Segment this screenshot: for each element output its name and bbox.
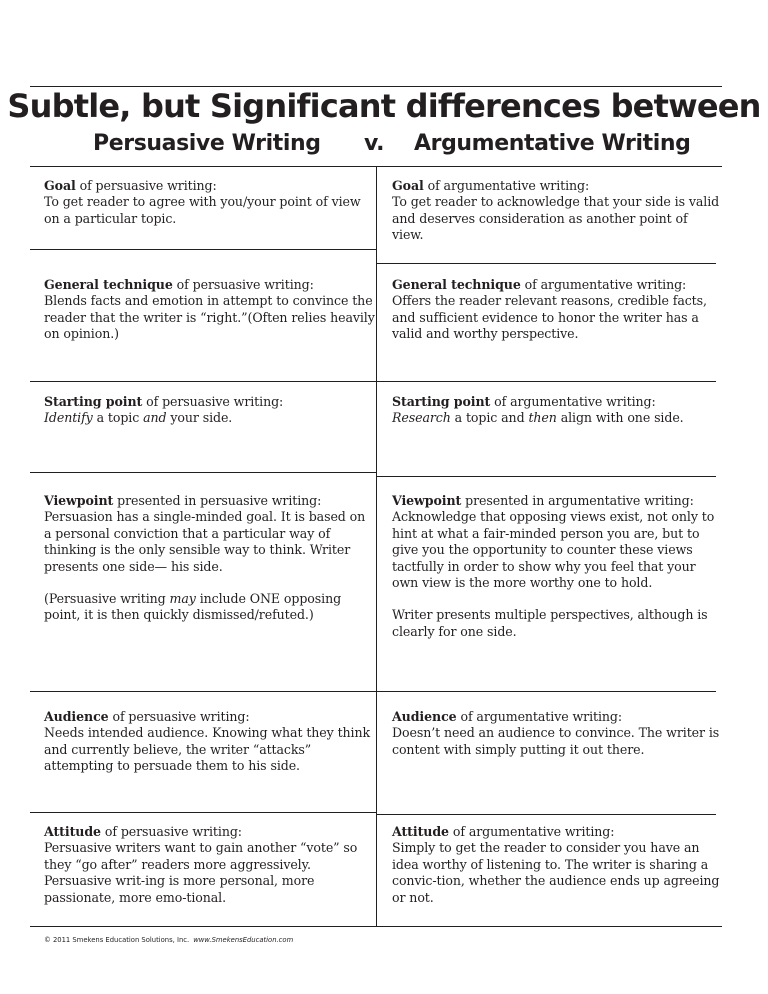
viewpoint-argumentative-note: Writer presents multiple perspectives, although is clearly for one side. bbox=[392, 607, 708, 639]
viewpoint-argumentative-text: Acknowledge that opposing views exist, not only to hint at what a fair-minded person you are, but to give you the opportunity to counter these views tactfully in order to show why you feel that your own view is the more worthy one to hold. bbox=[392, 509, 715, 591]
attitude-term: Attitude bbox=[392, 824, 449, 839]
viewpoint-term: Viewpoint bbox=[44, 493, 114, 508]
attitude-persuasive-cell: Attitude of persuasive writing: Persuasive writers want to gain another “vote” so they “go after” readers more aggressively. Persuasive writ-ing is more personal, more passionate, more emo-tional. bbox=[44, 824, 376, 906]
row-divider-left-1 bbox=[30, 249, 376, 250]
starting-point-argumentative-text: Research a topic and then align with one side. bbox=[392, 410, 684, 426]
goal-term: Goal bbox=[44, 178, 76, 193]
column-divider bbox=[376, 166, 377, 926]
website-text: www.SmekensEducation.com bbox=[193, 936, 294, 944]
technique-persuasive-text: Blends facts and emotion in attempt to convince the reader that the writer is “right.”(Often relies heavily on opinion.) bbox=[44, 293, 375, 342]
viewpoint-persuasive-cell: Viewpoint presented in persuasive writing: Persuasion has a single-minded goal. It is based on a personal conviction that a particular way of thinking is the only sensible way to think. Writer presents one side— his side. (Persuasive writing may include ONE opposing point, it is then quickly dismissed/refuted.) bbox=[44, 493, 376, 624]
attitude-persuasive-text: Persuasive writers want to gain another “vote” so they “go after” readers more aggressively. Persuasive writ-ing is more personal, more passionate, more emo-tional. bbox=[44, 840, 358, 905]
copyright-text: © 2011 Smekens Education Solutions, Inc. bbox=[44, 936, 190, 944]
goal-term: Goal bbox=[392, 178, 424, 193]
row-divider-right-1 bbox=[376, 263, 716, 264]
technique-persuasive-cell: General technique of persuasive writing: Blends facts and emotion in attempt to convince the reader that the writer is “right.”(Often relies heavily on opinion.) bbox=[44, 277, 375, 342]
audience-term: Audience bbox=[392, 709, 457, 724]
row-divider-right-5 bbox=[376, 814, 716, 815]
goal-persuasive-text: To get reader to agree with you/your point of view on a particular topic. bbox=[44, 194, 361, 226]
starting-point-term: Starting point bbox=[44, 394, 143, 409]
attitude-argumentative-text: Simply to get the reader to consider you have an idea worthy of listening to. The writer is sharing a convic-tion, whether the audience ends up agreeing or not. bbox=[392, 840, 720, 905]
audience-persuasive-cell: Audience of persuasive writing: Needs intended audience. Knowing what they think and currently believe, the writer “attacks” attempting to persuade them to his side. bbox=[44, 709, 376, 775]
row-divider-left-2 bbox=[30, 381, 376, 382]
technique-term: General technique bbox=[44, 277, 173, 292]
audience-persuasive-text: Needs intended audience. Knowing what they think and currently believe, the writer “attacks” attempting to persuade them to his side. bbox=[44, 725, 371, 774]
goal-persuasive-cell: Goal of persuasive writing: To get reader to agree with you/your point of view on a particular topic. bbox=[44, 178, 376, 227]
technique-argumentative-text: Offers the reader relevant reasons, credible facts, and sufficient evidence to honor the writer has a valid and worthy perspective. bbox=[392, 293, 707, 342]
copyright-footer bbox=[44, 936, 293, 944]
goal-argumentative-cell: Goal of argumentative writing: To get reader to acknowledge that your side is valid and deserves consideration as another point of view. bbox=[392, 178, 722, 244]
starting-point-persuasive-cell: Starting point of persuasive writing: Identify a topic and your side. bbox=[44, 394, 376, 427]
page-title: Subtle, but Significant differences between bbox=[7, 87, 761, 125]
persuasive-heading: Persuasive Writing bbox=[93, 131, 321, 156]
audience-term: Audience bbox=[44, 709, 109, 724]
row-divider-left-3 bbox=[30, 472, 376, 473]
starting-point-argumentative-cell: Starting point of argumentative writing: Research a topic and then align with one side. bbox=[392, 394, 722, 427]
technique-term: General technique bbox=[392, 277, 521, 292]
viewpoint-persuasive-text: Persuasion has a single-minded goal. It is based on a personal conviction that a particular way of thinking is the only sensible way to think. Writer presents one side— his side. bbox=[44, 509, 366, 574]
starting-point-term: Starting point bbox=[392, 394, 491, 409]
viewpoint-term: Viewpoint bbox=[392, 493, 462, 508]
attitude-argumentative-cell: Attitude of argumentative writing: Simply to get the reader to consider you have an idea worthy of listening to. The writer is sharing a convic-tion, whether the audience ends up agreeing or not. bbox=[392, 824, 722, 906]
attitude-term: Attitude bbox=[44, 824, 101, 839]
row-divider-right-2 bbox=[376, 381, 716, 382]
argumentative-heading: Argumentative Writing bbox=[414, 131, 691, 156]
row-divider-left-4 bbox=[30, 691, 376, 692]
viewpoint-persuasive-note: (Persuasive writing may include ONE opposing point, it is then quickly dismissed/refuted.) bbox=[44, 591, 342, 623]
bottom-rule bbox=[30, 926, 722, 927]
row-divider-left-5 bbox=[30, 812, 376, 813]
audience-argumentative-cell: Audience of argumentative writing: Doesn’t need an audience to convince. The writer is content with simply putting it out there. bbox=[392, 709, 722, 758]
versus-label: v. bbox=[364, 131, 385, 156]
viewpoint-argumentative-cell: Viewpoint presented in argumentative writing: Acknowledge that opposing views exist, not only to hint at what a fair-minded person you are, but to give you the opportunity to counter these views tactfully in order to show why you feel that your own view is the more worthy one to hold. Writer presents multiple perspectives, although is clearly for one side. bbox=[392, 493, 722, 640]
row-divider-right-3 bbox=[376, 476, 716, 477]
row-divider-right-4 bbox=[376, 691, 716, 692]
starting-point-persuasive-text: Identify a topic and your side. bbox=[44, 410, 233, 426]
audience-argumentative-text: Doesn’t need an audience to convince. The writer is content with simply putting it out there. bbox=[392, 725, 720, 757]
goal-argumentative-text: To get reader to acknowledge that your side is valid and deserves consideration as another point of view. bbox=[392, 194, 720, 243]
technique-argumentative-cell: General technique of argumentative writing: Offers the reader relevant reasons, credible facts, and sufficient evidence to honor the writer has a valid and worthy perspective. bbox=[392, 277, 722, 343]
